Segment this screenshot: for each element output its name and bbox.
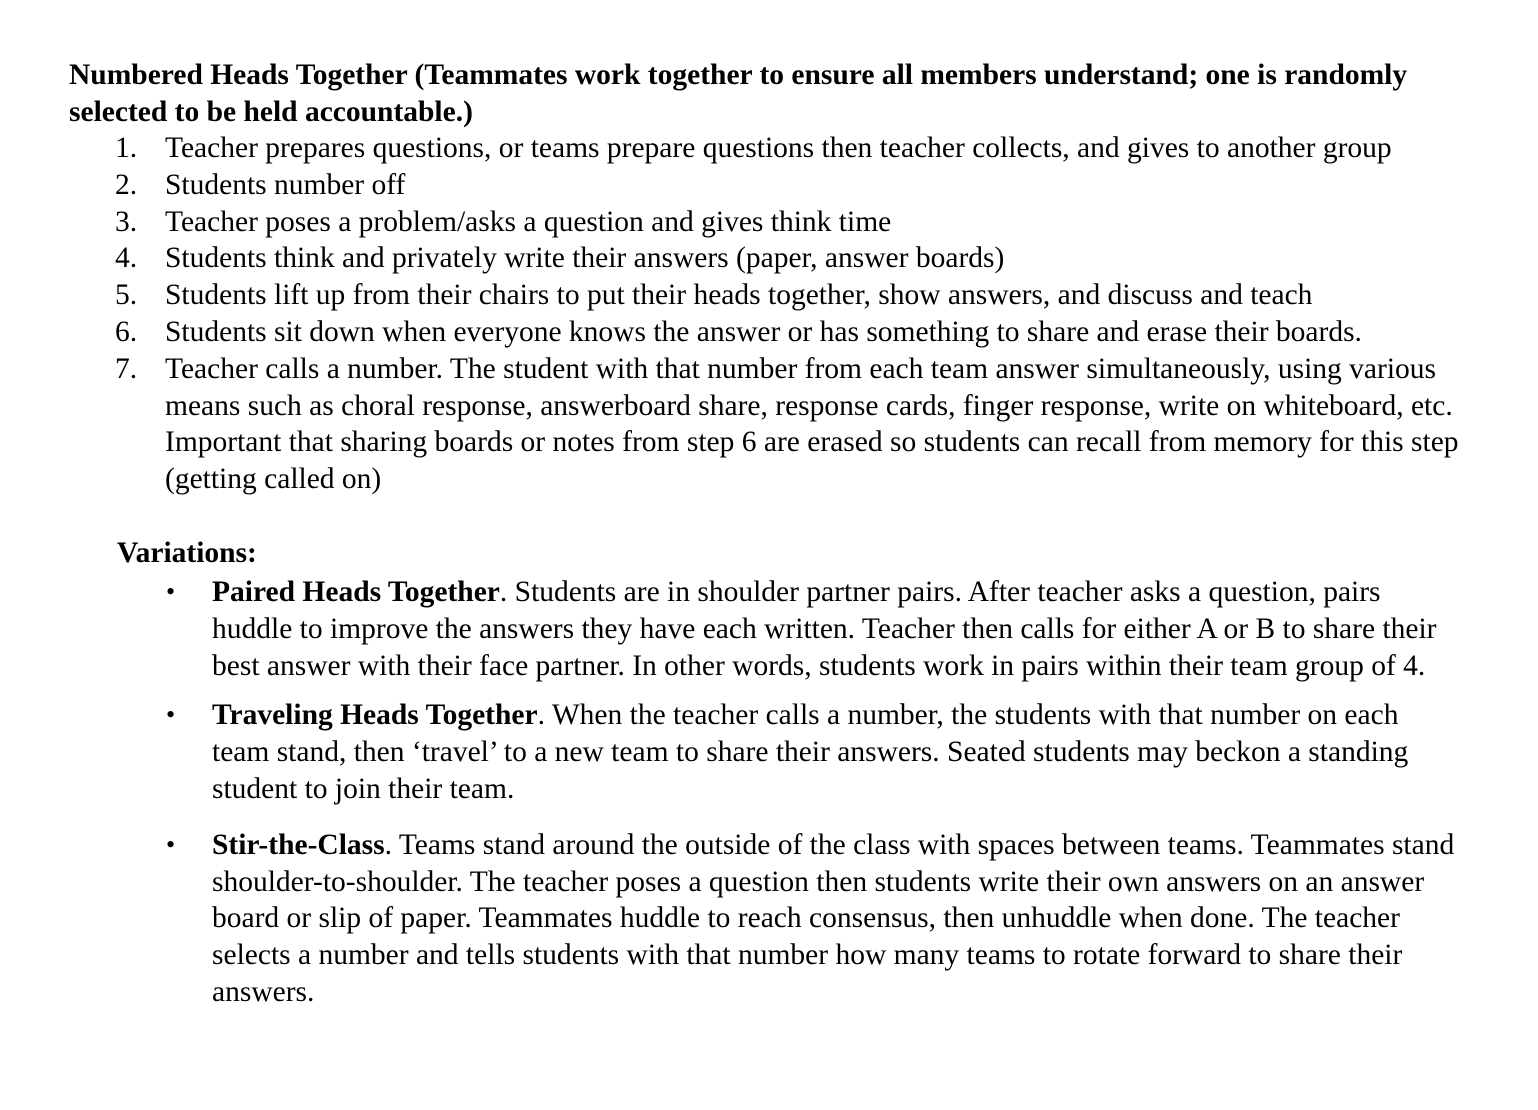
step-text: Teacher calls a number. The student with that number from each team answer simultaneously, using various means such as choral response, answerboard share, response cards, finger response, write on whiteboard, etc. Important that sharing boards or notes from step 6 are erased so students can recall from memory for this step (getting called on) bbox=[165, 352, 1459, 496]
step-text: Students sit down when everyone knows the answer or has something to share and erase their boards. bbox=[165, 315, 1362, 348]
variation-name: Stir-the-Class bbox=[212, 828, 385, 861]
variation-item bbox=[0, 697, 1462, 807]
bullet-icon: • bbox=[166, 700, 176, 730]
step-item bbox=[0, 167, 1475, 204]
step-number: 1. bbox=[115, 132, 138, 164]
step-number: 6. bbox=[115, 315, 138, 348]
step-text: Teacher poses a problem/asks a question and gives think time bbox=[165, 205, 892, 238]
step-item bbox=[0, 351, 1475, 498]
step-item bbox=[0, 130, 1475, 167]
variation-name: Paired Heads Together bbox=[212, 576, 500, 608]
variation-item bbox=[0, 827, 1462, 1011]
variation-text: . When the teacher calls a number, the students with that number on each team stand, then ‘travel’ to a new team to share their answers. Seated students may beckon a standing student to join their team. bbox=[212, 699, 1409, 805]
bullet-icon: • bbox=[166, 577, 176, 606]
step-item bbox=[0, 204, 1475, 241]
step-item bbox=[0, 240, 1475, 277]
document-heading: Numbered Heads Together (Teammates work together to ensure all members understand; one is randomly selected to be held accountable.) bbox=[69, 59, 1408, 128]
bullet-icon: • bbox=[166, 829, 176, 859]
step-text: Teacher prepares questions, or teams prepare questions then teacher collects, and gives to another group bbox=[165, 132, 1392, 164]
step-number: 7. bbox=[115, 352, 138, 385]
variation-text: . Students are in shoulder partner pairs. After teacher asks a question, pairs huddle to improve the answers they have each written. Teacher then calls for either A or B to share their best answer with their face partner. In other words, students work in pairs within their team group of 4. bbox=[212, 576, 1437, 682]
step-text: Students think and privately write their answers (paper, answer boards) bbox=[165, 242, 1005, 275]
variations-list bbox=[0, 574, 1538, 1024]
step-text: Students number off bbox=[165, 168, 406, 201]
step-number: 2. bbox=[115, 168, 138, 201]
step-number: 3. bbox=[115, 205, 138, 238]
step-text: Students lift up from their chairs to put their heads together, show answers, and discuss and teach bbox=[165, 279, 1313, 312]
variation-text: . Teams stand around the outside of the class with spaces between teams. Teammates stand shoulder-to-shoulder. The teacher poses a question then students write their own answers on an answer board or slip of paper. Teammates huddle to reach consensus, then unhuddle when done. The teacher selects a number and tells students with that number how many teams to rotate forward to share their answers. bbox=[212, 828, 1455, 1008]
steps-list bbox=[0, 130, 1538, 498]
variations-heading: Variations: bbox=[117, 537, 257, 569]
step-item bbox=[0, 277, 1475, 314]
step-number: 4. bbox=[115, 242, 138, 275]
step-number: 5. bbox=[115, 279, 138, 312]
variation-name: Traveling Heads Together bbox=[212, 699, 538, 732]
step-item bbox=[0, 314, 1475, 351]
variation-item bbox=[0, 574, 1462, 684]
